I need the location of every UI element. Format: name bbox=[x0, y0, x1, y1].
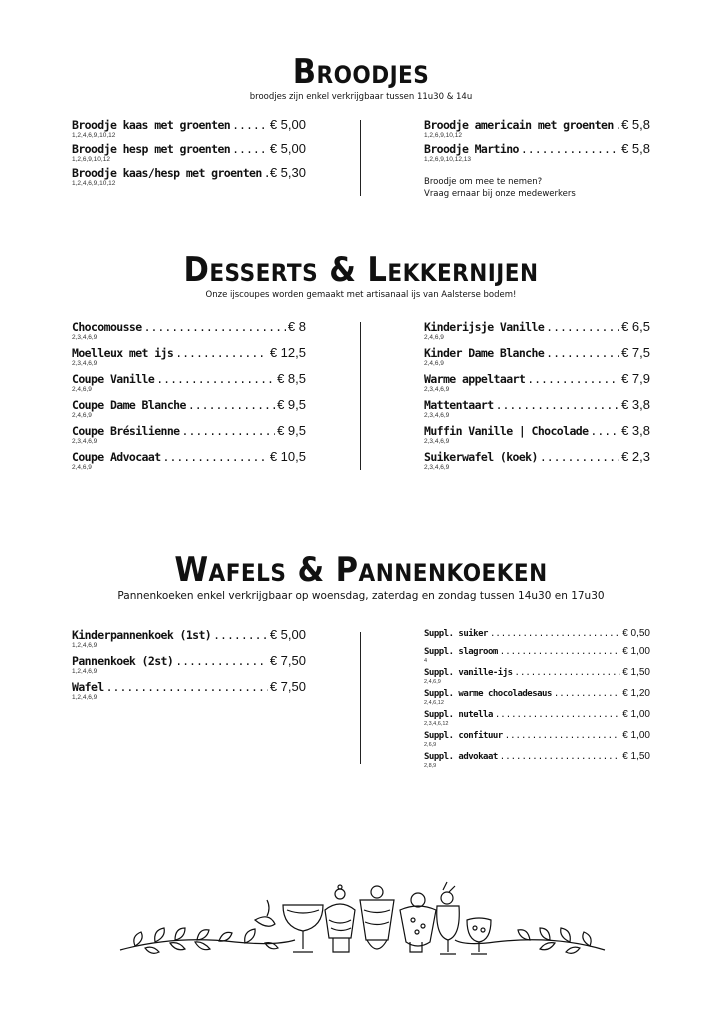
menu-item-price: € 5,00 bbox=[269, 117, 306, 132]
menu-item-allergens: 1,2,4,6,9 bbox=[72, 642, 98, 649]
dot-leader bbox=[500, 647, 620, 658]
menu-item-name: Kinderpannenkoek (1st) bbox=[72, 628, 212, 642]
menu-item-name: Kinder Dame Blanche bbox=[424, 346, 545, 360]
dot-leader bbox=[182, 424, 276, 438]
dot-leader bbox=[546, 346, 619, 360]
menu-item-price: € 8,5 bbox=[277, 371, 306, 386]
broodjes-left-column bbox=[72, 118, 306, 190]
dot-leader bbox=[490, 629, 620, 640]
desserts-illustration-icon bbox=[115, 880, 610, 975]
menu-item-row bbox=[424, 142, 650, 156]
menu-item-row bbox=[72, 346, 306, 360]
menu-item-price: € 1,00 bbox=[622, 730, 650, 741]
menu-item-allergens: 2,3,4,6,9 bbox=[72, 334, 98, 341]
menu-item-chocomousse bbox=[72, 320, 306, 342]
menu-item-price: € 7,9 bbox=[621, 371, 650, 386]
dot-leader bbox=[232, 118, 268, 132]
menu-item-name: Broodje americain met groenten bbox=[424, 118, 614, 132]
menu-item-row bbox=[72, 320, 306, 334]
menu-item-allergens: 1,2,6,9,10,12 bbox=[72, 156, 110, 163]
menu-item-name: Suppl. vanille-ijs bbox=[424, 668, 513, 678]
dot-leader bbox=[496, 398, 620, 412]
menu-item-row bbox=[72, 398, 306, 412]
menu-item-row bbox=[72, 142, 306, 156]
menu-item-row bbox=[424, 372, 650, 386]
section-subtitle: broodjes zijn enkel verkrijgbaar tussen 11u30 & 14u bbox=[249, 92, 473, 102]
menu-item-row bbox=[424, 346, 650, 360]
menu-item-price: € 9,5 bbox=[277, 397, 306, 412]
dot-leader bbox=[264, 166, 268, 180]
menu-item-suppl-vanille-ijs bbox=[424, 667, 650, 686]
section-title: Desserts & Lekkernijen bbox=[183, 250, 539, 290]
menu-item-mattentaart bbox=[424, 398, 650, 420]
wafels-right-column bbox=[424, 628, 650, 772]
menu-item-price: € 3,8 bbox=[621, 397, 650, 412]
menu-item-name: Suppl. slagroom bbox=[424, 647, 498, 657]
menu-item-name: Warme appeltaart bbox=[424, 372, 526, 386]
dot-leader bbox=[144, 320, 286, 334]
menu-item-name: Broodje kaas met groenten bbox=[72, 118, 231, 132]
menu-item-kinder-dame-blanche bbox=[424, 346, 650, 368]
takeaway-note-line2: Vraag ernaar bij onze medewerkers bbox=[424, 189, 576, 199]
menu-item-suikerwafel-koek bbox=[424, 450, 650, 472]
menu-item-price: € 1,20 bbox=[622, 688, 650, 699]
menu-item-name: Suikerwafel (koek) bbox=[424, 450, 538, 464]
menu-item-allergens: 2,4,6,12 bbox=[424, 700, 444, 706]
dot-leader bbox=[213, 628, 268, 642]
dot-leader bbox=[232, 142, 268, 156]
menu-item-name: Broodje Martino bbox=[424, 142, 519, 156]
dot-leader bbox=[616, 118, 619, 132]
menu-item-row bbox=[424, 730, 650, 742]
menu-item-allergens: 2,3,4,6,9 bbox=[424, 412, 450, 419]
menu-item-row bbox=[424, 320, 650, 334]
dot-leader bbox=[521, 142, 619, 156]
menu-item-wafel bbox=[72, 680, 306, 702]
menu-item-price: € 2,3 bbox=[621, 449, 650, 464]
menu-item-allergens: 2,3,4,6,9 bbox=[72, 360, 98, 367]
menu-item-row bbox=[72, 628, 306, 642]
menu-item-price: € 5,00 bbox=[269, 627, 306, 642]
menu-item-allergens: 2,4,6,9 bbox=[424, 360, 444, 367]
menu-item-price: € 5,30 bbox=[269, 165, 306, 180]
menu-item-name: Suppl. nutella bbox=[424, 710, 493, 720]
menu-item-name: Wafel bbox=[72, 680, 104, 694]
menu-item-broodje-martino bbox=[424, 142, 650, 164]
menu-item-coupe-bresilienne bbox=[72, 424, 306, 446]
menu-item-warme-appeltaart bbox=[424, 372, 650, 394]
desserts-right-column bbox=[424, 320, 650, 476]
menu-item-price: € 12,5 bbox=[269, 345, 306, 360]
menu-item-name: Coupe Brésilienne bbox=[72, 424, 180, 438]
menu-item-name: Chocomousse bbox=[72, 320, 142, 334]
menu-item-name: Coupe Advocaat bbox=[72, 450, 161, 464]
menu-item-allergens: 1,2,4,6,9 bbox=[72, 668, 98, 675]
menu-item-allergens: 2,8,9 bbox=[424, 763, 437, 769]
dot-leader bbox=[495, 710, 620, 721]
column-divider bbox=[360, 632, 361, 764]
menu-item-allergens: 2,6,9 bbox=[424, 742, 437, 748]
menu-item-kinderijsje-vanille bbox=[424, 320, 650, 342]
menu-item-allergens: 2,4,6,9 bbox=[424, 334, 444, 341]
menu-item-price: € 5,00 bbox=[269, 141, 306, 156]
menu-item-name: Mattentaart bbox=[424, 398, 494, 412]
menu-item-name: Suppl. advokaat bbox=[424, 752, 498, 762]
dot-leader bbox=[163, 450, 268, 464]
menu-item-price: € 0,50 bbox=[622, 628, 650, 639]
menu-item-coupe-dame-blanche bbox=[72, 398, 306, 420]
menu-item-name: Moelleux met ijs bbox=[72, 346, 174, 360]
menu-item-suppl-advokaat bbox=[424, 751, 650, 770]
menu-item-row bbox=[424, 709, 650, 721]
menu-item-allergens: 1,2,4,6,9,10,12 bbox=[72, 180, 116, 187]
menu-item-name: Coupe Vanille bbox=[72, 372, 155, 386]
dot-leader bbox=[175, 346, 268, 360]
takeaway-note-line1: Broodje om mee te nemen? bbox=[424, 177, 543, 187]
menu-item-row bbox=[72, 118, 306, 132]
menu-item-row bbox=[424, 667, 650, 679]
dot-leader bbox=[527, 372, 619, 386]
menu-item-coupe-advocaat bbox=[72, 450, 306, 472]
menu-item-allergens: 2,3,4,6,9 bbox=[72, 438, 98, 445]
wafels-left-column bbox=[72, 628, 306, 706]
menu-item-row bbox=[72, 166, 306, 180]
menu-item-moelleux-met-ijs bbox=[72, 346, 306, 368]
menu-item-suppl-confituur bbox=[424, 730, 650, 749]
menu-item-row bbox=[72, 424, 306, 438]
menu-item-allergens: 2,3,4,6,9 bbox=[424, 438, 450, 445]
menu-item-allergens: 1,2,4,6,9,10,12 bbox=[72, 132, 116, 139]
menu-item-row bbox=[72, 372, 306, 386]
menu-item-allergens: 2,3,4,6,12 bbox=[424, 721, 449, 727]
menu-item-price: € 7,5 bbox=[621, 345, 650, 360]
menu-item-allergens: 1,2,6,9,10,12 bbox=[424, 132, 462, 139]
menu-item-broodje-americain-met-groenten bbox=[424, 118, 650, 140]
menu-item-suppl-suiker bbox=[424, 628, 650, 644]
section-title: Broodjes bbox=[292, 52, 430, 92]
dot-leader bbox=[188, 398, 275, 412]
menu-item-suppl-nutella bbox=[424, 709, 650, 728]
dot-leader bbox=[554, 689, 620, 700]
menu-item-price: € 10,5 bbox=[269, 449, 306, 464]
menu-item-allergens: 2,4,6,9 bbox=[424, 679, 441, 685]
menu-item-price: € 5,8 bbox=[621, 117, 650, 132]
menu-item-row bbox=[424, 751, 650, 763]
dot-leader bbox=[515, 668, 621, 679]
menu-item-broodje-kaas-met-groenten bbox=[72, 118, 306, 140]
menu-item-price: € 3,8 bbox=[621, 423, 650, 438]
section-title: Wafels & Pannenkoeken bbox=[174, 550, 548, 590]
menu-item-row bbox=[424, 688, 650, 700]
menu-item-name: Coupe Dame Blanche bbox=[72, 398, 186, 412]
menu-item-kinderpannenkoek-1st bbox=[72, 628, 306, 650]
section-desserts bbox=[0, 250, 722, 300]
menu-item-name: Muffin Vanille | Chocolade bbox=[424, 424, 589, 438]
menu-item-name: Suppl. suiker bbox=[424, 629, 488, 639]
column-divider bbox=[360, 120, 361, 196]
menu-item-allergens: 2,4,6,9 bbox=[72, 412, 92, 419]
dot-leader bbox=[546, 320, 619, 334]
menu-item-price: € 7,50 bbox=[269, 653, 306, 668]
menu-item-allergens: 2,3,4,6,9 bbox=[424, 464, 450, 471]
menu-item-row bbox=[424, 646, 650, 658]
menu-item-muffin-vanille-chocolade bbox=[424, 424, 650, 446]
menu-item-allergens: 1,2,4,6,9 bbox=[72, 694, 98, 701]
menu-item-name: Kinderijsje Vanille bbox=[424, 320, 545, 334]
desserts-left-column bbox=[72, 320, 306, 476]
section-broodjes bbox=[0, 52, 722, 102]
menu-item-row bbox=[424, 118, 650, 132]
menu-item-broodje-kaas-hesp-met-groenten bbox=[72, 166, 306, 188]
takeaway-note bbox=[424, 176, 650, 200]
menu-item-allergens bbox=[424, 640, 650, 644]
section-subtitle: Onze ijscoupes worden gemaakt met artisanaal ijs van Aalsterse bodem! bbox=[205, 290, 517, 300]
menu-item-row bbox=[424, 398, 650, 412]
menu-item-allergens: 2,4,6,9 bbox=[72, 464, 92, 471]
menu-item-price: € 9,5 bbox=[277, 423, 306, 438]
column-divider bbox=[360, 322, 361, 470]
menu-item-price: € 6,5 bbox=[621, 319, 650, 334]
dot-leader bbox=[540, 450, 619, 464]
menu-item-row bbox=[424, 424, 650, 438]
menu-item-broodje-hesp-met-groenten bbox=[72, 142, 306, 164]
menu-item-price: € 8 bbox=[287, 319, 306, 334]
dot-leader bbox=[590, 424, 619, 438]
menu-item-row bbox=[72, 680, 306, 694]
menu-item-allergens: 1,2,6,9,10,12,13 bbox=[424, 156, 471, 163]
menu-item-price: € 1,00 bbox=[622, 709, 650, 720]
dot-leader bbox=[156, 372, 275, 386]
menu-item-price: € 1,00 bbox=[622, 646, 650, 657]
dot-leader bbox=[500, 752, 620, 763]
menu-item-suppl-warme-chocoladesaus bbox=[424, 688, 650, 707]
menu-item-price: € 1,50 bbox=[622, 667, 650, 678]
menu-item-name: Suppl. confituur bbox=[424, 731, 503, 741]
menu-item-pannenkoek-2st bbox=[72, 654, 306, 676]
menu-item-allergens: 2,3,4,6,9 bbox=[424, 386, 450, 393]
menu-item-allergens: 4 bbox=[424, 658, 428, 664]
dot-leader bbox=[175, 654, 268, 668]
broodjes-right-column bbox=[424, 118, 650, 166]
menu-item-row bbox=[424, 628, 650, 640]
dot-leader bbox=[106, 680, 268, 694]
menu-item-allergens: 2,4,6,9 bbox=[72, 386, 92, 393]
menu-item-name: Pannenkoek (2st) bbox=[72, 654, 174, 668]
menu-item-price: € 7,50 bbox=[269, 679, 306, 694]
menu-item-name: Suppl. warme chocoladesaus bbox=[424, 689, 552, 699]
menu-item-name: Broodje hesp met groenten bbox=[72, 142, 231, 156]
menu-item-row bbox=[72, 654, 306, 668]
menu-item-suppl-slagroom bbox=[424, 646, 650, 665]
menu-item-price: € 5,8 bbox=[621, 141, 650, 156]
menu-item-row bbox=[424, 450, 650, 464]
menu-item-name: Broodje kaas/hesp met groenten bbox=[72, 166, 262, 180]
menu-item-row bbox=[72, 450, 306, 464]
dot-leader bbox=[505, 731, 620, 742]
section-wafels bbox=[0, 550, 722, 602]
menu-item-coupe-vanille bbox=[72, 372, 306, 394]
section-subtitle: Pannenkoeken enkel verkrijgbaar op woensdag, zaterdag en zondag tussen 14u30 en 17u30 bbox=[117, 590, 605, 602]
menu-item-price: € 1,50 bbox=[622, 751, 650, 762]
